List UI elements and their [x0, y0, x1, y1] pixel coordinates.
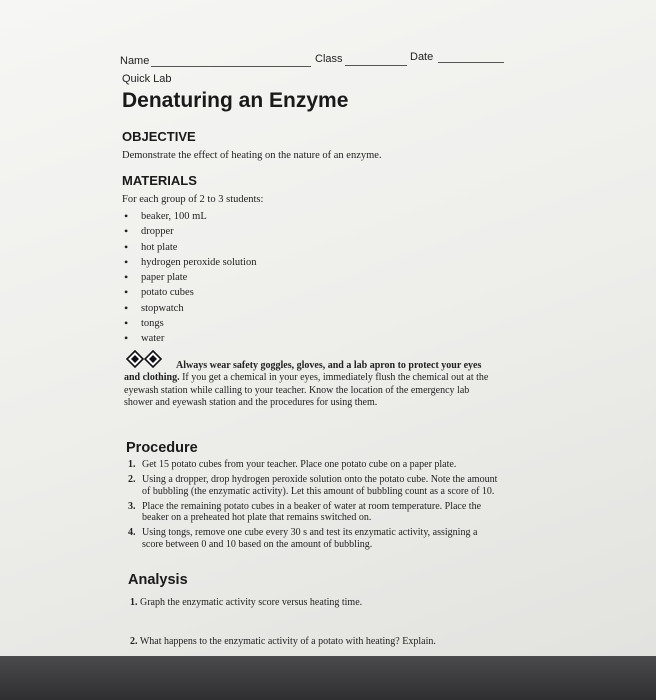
photo-background	[0, 656, 656, 700]
list-item: • tongs	[122, 316, 256, 331]
objective-text: Demonstrate the effect of heating on the nature of an enzyme.	[122, 150, 382, 161]
list-item: • stopwatch	[122, 301, 256, 316]
list-item: • dropper	[122, 224, 256, 239]
date-line	[438, 62, 504, 63]
analysis-heading: Analysis	[128, 572, 188, 588]
list-item: • beaker, 100 mL	[122, 209, 256, 224]
page-title: Denaturing an Enzyme	[122, 89, 349, 112]
safety-body-text: If you get a chemical in your eyes, immediately flush the chemical out at the eyewash station while calling to your teacher. Know the location of the emergency lab shower and eyewash station and the procedures for using them.	[124, 372, 489, 408]
lab-type: Quick Lab	[122, 73, 172, 85]
name-line	[151, 66, 311, 67]
list-item: • hydrogen peroxide solution	[122, 255, 256, 270]
procedure-step: 1. Get 15 potato cubes from your teacher. Place one potato cube on a paper plate.	[128, 459, 457, 470]
name-label: Name	[120, 55, 150, 67]
list-item: • water	[122, 331, 256, 346]
safety-text	[124, 360, 496, 409]
materials-intro: For each group of 2 to 3 students:	[122, 194, 264, 205]
date-label: Date	[410, 51, 434, 63]
analysis-question-1: 1. Graph the enzymatic activity score versus heating time.	[130, 597, 363, 608]
list-item: • hot plate	[122, 240, 256, 255]
header-fields	[120, 53, 510, 69]
objective-heading: OBJECTIVE	[122, 129, 196, 144]
list-item: • potato cubes	[122, 285, 256, 300]
materials-list	[122, 209, 256, 347]
procedure-step: 4. Using tongs, remove one cube every 30 s and test its enzymatic activity, assigning a score between 0 and 10 based on the amount of bubbling.	[128, 527, 478, 550]
list-item: • paper plate	[122, 270, 256, 285]
class-line	[345, 65, 407, 66]
procedure-heading: Procedure	[126, 440, 198, 456]
materials-heading: MATERIALS	[122, 173, 197, 188]
procedure-step: 2. Using a dropper, drop hydrogen peroxide solution onto the potato cube. Note the amount of bubbling (the enzymatic activity). Let this amount of bubbling count as a score of 10.	[128, 474, 498, 497]
safety-bold-text: Always wear safety goggles, gloves, and a lab apron to protect your eyes and clothing.	[124, 360, 482, 384]
procedure-step: 3. Place the remaining potato cubes in a beaker of water at room temperature. Place the beaker on a preheated hot plate that remains switched on.	[128, 500, 482, 524]
procedure-list	[128, 459, 498, 554]
analysis-question-2: 2. What happens to the enzymatic activity of a potato with heating? Explain.	[130, 636, 436, 647]
class-label: Class	[315, 53, 343, 65]
